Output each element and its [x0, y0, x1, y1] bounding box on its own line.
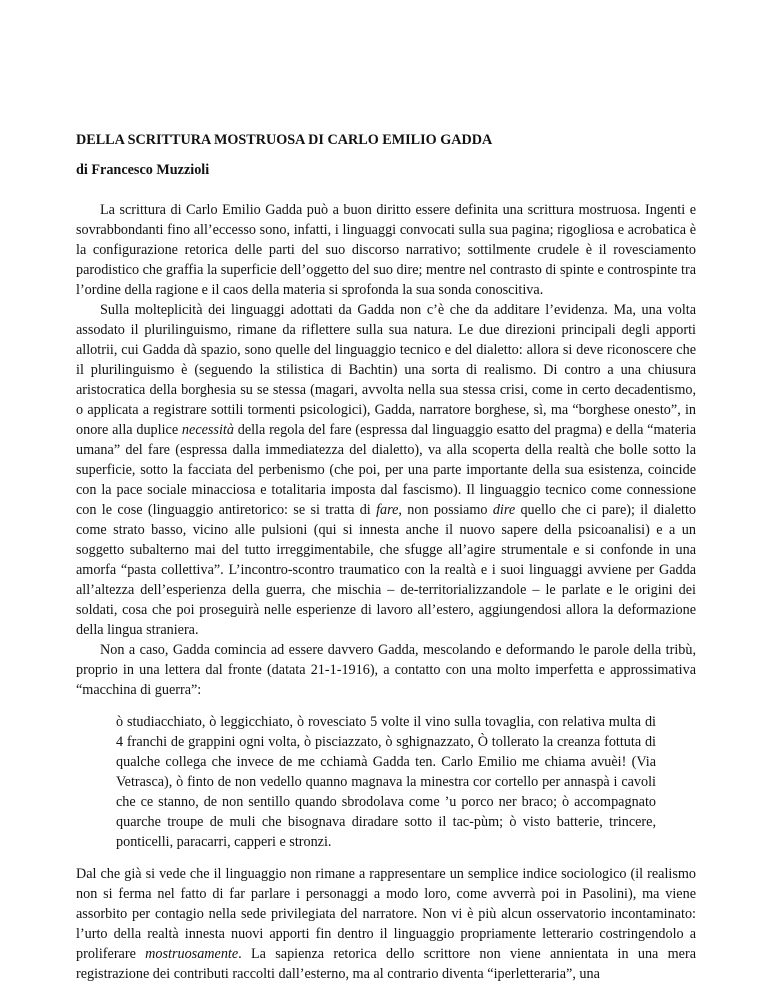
emphasis-dire: dire [492, 502, 516, 518]
article-author: di Francesco Muzzioli [76, 162, 210, 178]
article-body [76, 200, 696, 984]
block-quote: ò studiacchiato, ò leggicchiato, ò rovesciato 5 volte il vino sulla tovaglia, con relativa multa di 4 franchi de grappini ogni volta, ò pisciazzato, ò sghignazzato, Ò tollerato la creanza fottuta di qualche collega che invece de me cchiamà Gadda ten. Carlo Emilio me chiama avuèi! (Via Vetrasca), ò finto de non vedello quanno magnava la minestra cor cortello per annaspà i cavoli che ce stanno, de non sentillo quando sbrodolava come ’u porco ner braco; ò accompagnato quarche troupe de muli che bisognava diradare sotto il tac-pùm; ò visto batterie, trincere, ponticelli, paracarri, capperi e stronzi. [116, 714, 656, 850]
paragraph-1: La scrittura di Carlo Emilio Gadda può a buon diritto essere definita una scrittura mostruosa. Ingenti e sovrabbondanti fino all’eccesso sono, infatti, i linguaggi convocati sulla sua pagina; rigogliosa e acrobatica è la configurazione retorica delle parti del suo discorso narrativo; sottilmente crudele è il rovesciamento parodistico che graffia la superficie dell’oggetto del suo dire; mentre nel contrasto di spinte e controspinte tra l’ordine della ragione e il caos della materia si sprofonda la sua sonda conoscitiva. [76, 202, 696, 298]
emphasis-fare: fare [376, 502, 399, 518]
emphasis-mostruosamente: mostruosamente [145, 946, 239, 962]
article-title: DELLA SCRITTURA MOSTRUOSA DI CARLO EMILIO GADDA [76, 132, 493, 148]
paragraph-3: Non a caso, Gadda comincia ad essere davvero Gadda, mescolando e deformando le parole della tribù, proprio in una lettera dal fronte (datata 21-1-1916), a contatto con una molto imperfetta e approssimativa “macchina di guerra”: [76, 642, 696, 698]
paragraph-2: Sulla molteplicità dei linguaggi adottati da Gadda non c’è che da additare l’evidenza. Ma, una volta assodato il plurilinguismo, rimane da riflettere sulla sua natura. Le due direzioni principali degli apporti allotrii, cui Gadda dà spazio, sono quelle del linguaggio tecnico e del dialetto: allora si deve riconoscere che il plurilinguismo è (seguendo la stilistica di Bachtin) una sorta di realismo. Di contro a una chiusura aristocratica della borghesia su se stessa (magari, avvolta nella sua stessa crisi, come in certo decadentismo, o applicata a registrare sottili tormenti psicologici), Gadda, narratore borghese, sì, ma “borghese onesto”, in onore alla duplice necessità della regola del fare (espressa dal linguaggio esatto del pragma) e della “materia umana” del fare (espressa dalla immediatezza del dialetto), va alla scoperta della realtà che bolle sotto la superficie, sotto la facciata del perbenismo (che poi, per una parte importante della sua esistenza, coincide con la pace sociale minacciosa e totalitaria imposta dal fascismo). Il linguaggio tecnico come connessione con le cose (linguaggio antiretorico: se si tratta di fare, non possiamo dire quello che ci pare); il dialetto come strato basso, vicino alle pulsioni (qui si innesta anche il nuovo sapere della psicoanalisi) e a un soggetto subalterno mai del tutto irreggimentabile, che sfugge all’agire strumentale e si confonde in una amorfa “pasta collettiva”. L’incontro-scontro traumatico con la realtà e i suoi linguaggi avviene per Gadda all’altezza dell’esperienza della guerra, che mischia – de-territorializzandole – le parlate e le origini dei soldati, cosa che poi proseguirà nelle esperienze di lavoro all’estero, aggiungendosi allora la deformazione della lingua straniera. [76, 302, 696, 638]
article [76, 130, 696, 984]
emphasis-necessita: necessità [181, 422, 234, 438]
paragraph-4: Dal che già si vede che il linguaggio non rimane a rappresentare un semplice indice sociologico (il realismo non si ferma nel fatto di far parlare i personaggi a modo loro, come avverrà poi in Pasolini), ma viene assorbito per contagio nella sede privilegiata del narratore. Non vi è più alcun osservatorio incontaminato: l’urto della realtà innesta nuovi apporti fin dentro il linguaggio propriamente letterario costringendolo a proliferare mostruosamente. La sapienza retorica dello scrittore non viene annientata in una mera registrazione dei contributi raccolti dall’esterno, ma al contrario diventa “iperletteraria”, una [76, 866, 696, 982]
